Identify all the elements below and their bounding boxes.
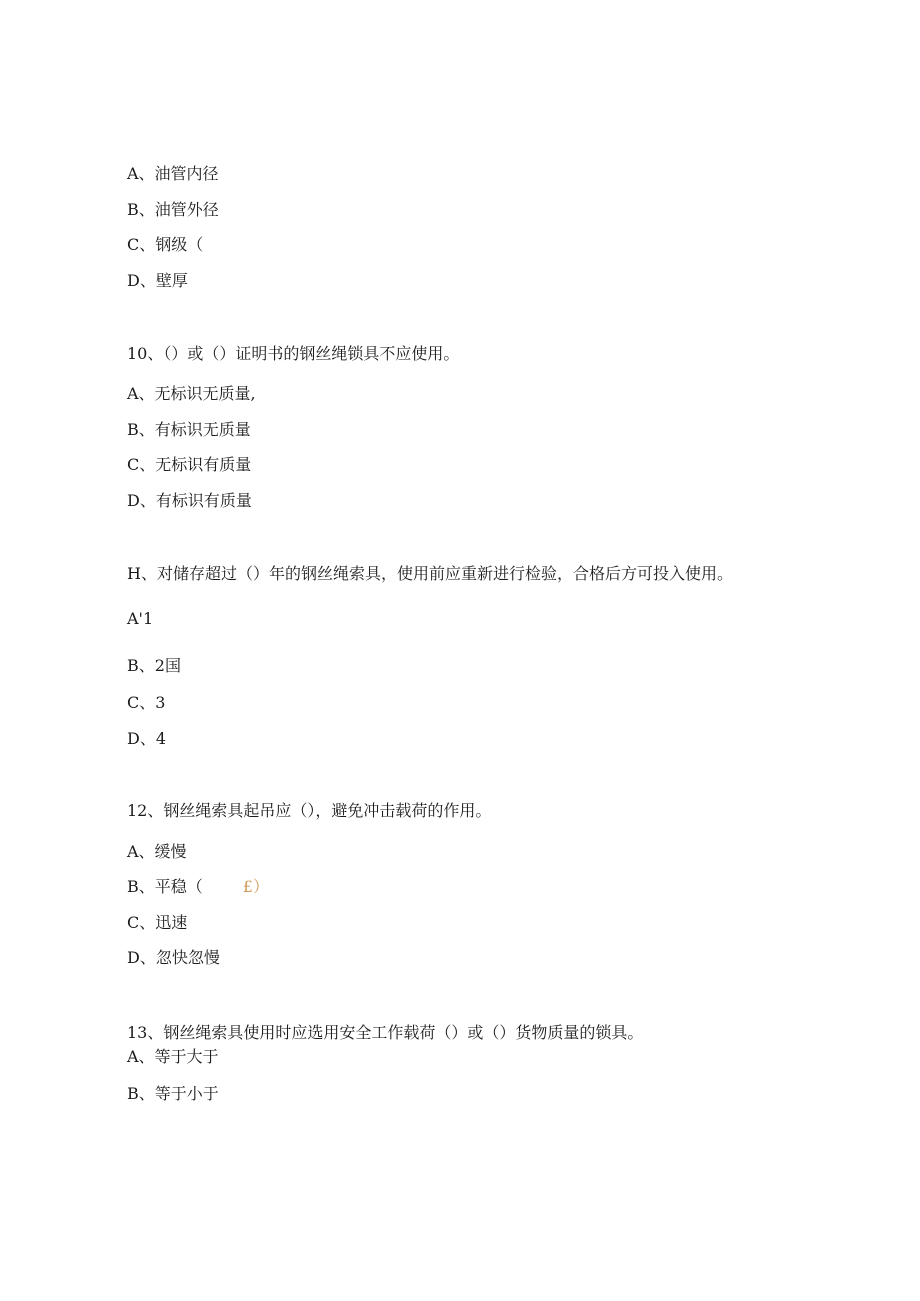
q11-option-b: B、2国 <box>127 656 181 675</box>
q11-option-d: D、4 <box>127 729 167 748</box>
q11-option-a: A'1 <box>127 609 154 628</box>
q10-question: 10、（）或（）证明书的钢丝绳锁具不应使用。 <box>127 344 460 363</box>
q13-question: 13、钢丝绳索具使用时应选用安全工作载荷（）或（）货物质量的锁具。 <box>127 1023 644 1042</box>
q12-option-b-mark: £） <box>242 877 269 896</box>
q10-option-a: A、无标识无质量, <box>127 384 256 403</box>
q12-option-b <box>127 877 269 897</box>
q9-option-d: D、壁厚 <box>127 271 188 290</box>
q12-option-b-text: B、平稳（ <box>127 877 203 896</box>
q13-option-a: A、等于大于 <box>127 1047 219 1066</box>
q10-option-b: B、有标识无质量 <box>127 420 251 439</box>
q10-option-d: D、有标识有质量 <box>127 491 252 510</box>
q11-option-c: C、3 <box>127 693 166 712</box>
q12-option-d: D、忽快忽慢 <box>127 948 220 967</box>
q12-option-a: A、缓慢 <box>127 842 187 861</box>
q10-option-c: C、无标识有质量 <box>127 455 252 474</box>
q11-question: H、对储存超过（）年的钢丝绳索具，使用前应重新进行检验，合格后方可投入使用。 <box>127 564 733 583</box>
q9-option-b: B、油管外径 <box>127 200 219 219</box>
q9-option-a: A、油管内径 <box>127 164 219 183</box>
q13-option-b: B、等于小于 <box>127 1084 219 1103</box>
q12-question: 12、钢丝绳索具起吊应（），避免冲击载荷的作用。 <box>127 801 492 820</box>
q12-option-c: C、迅速 <box>127 913 188 932</box>
q9-option-c: C、钢级（ <box>127 235 204 254</box>
